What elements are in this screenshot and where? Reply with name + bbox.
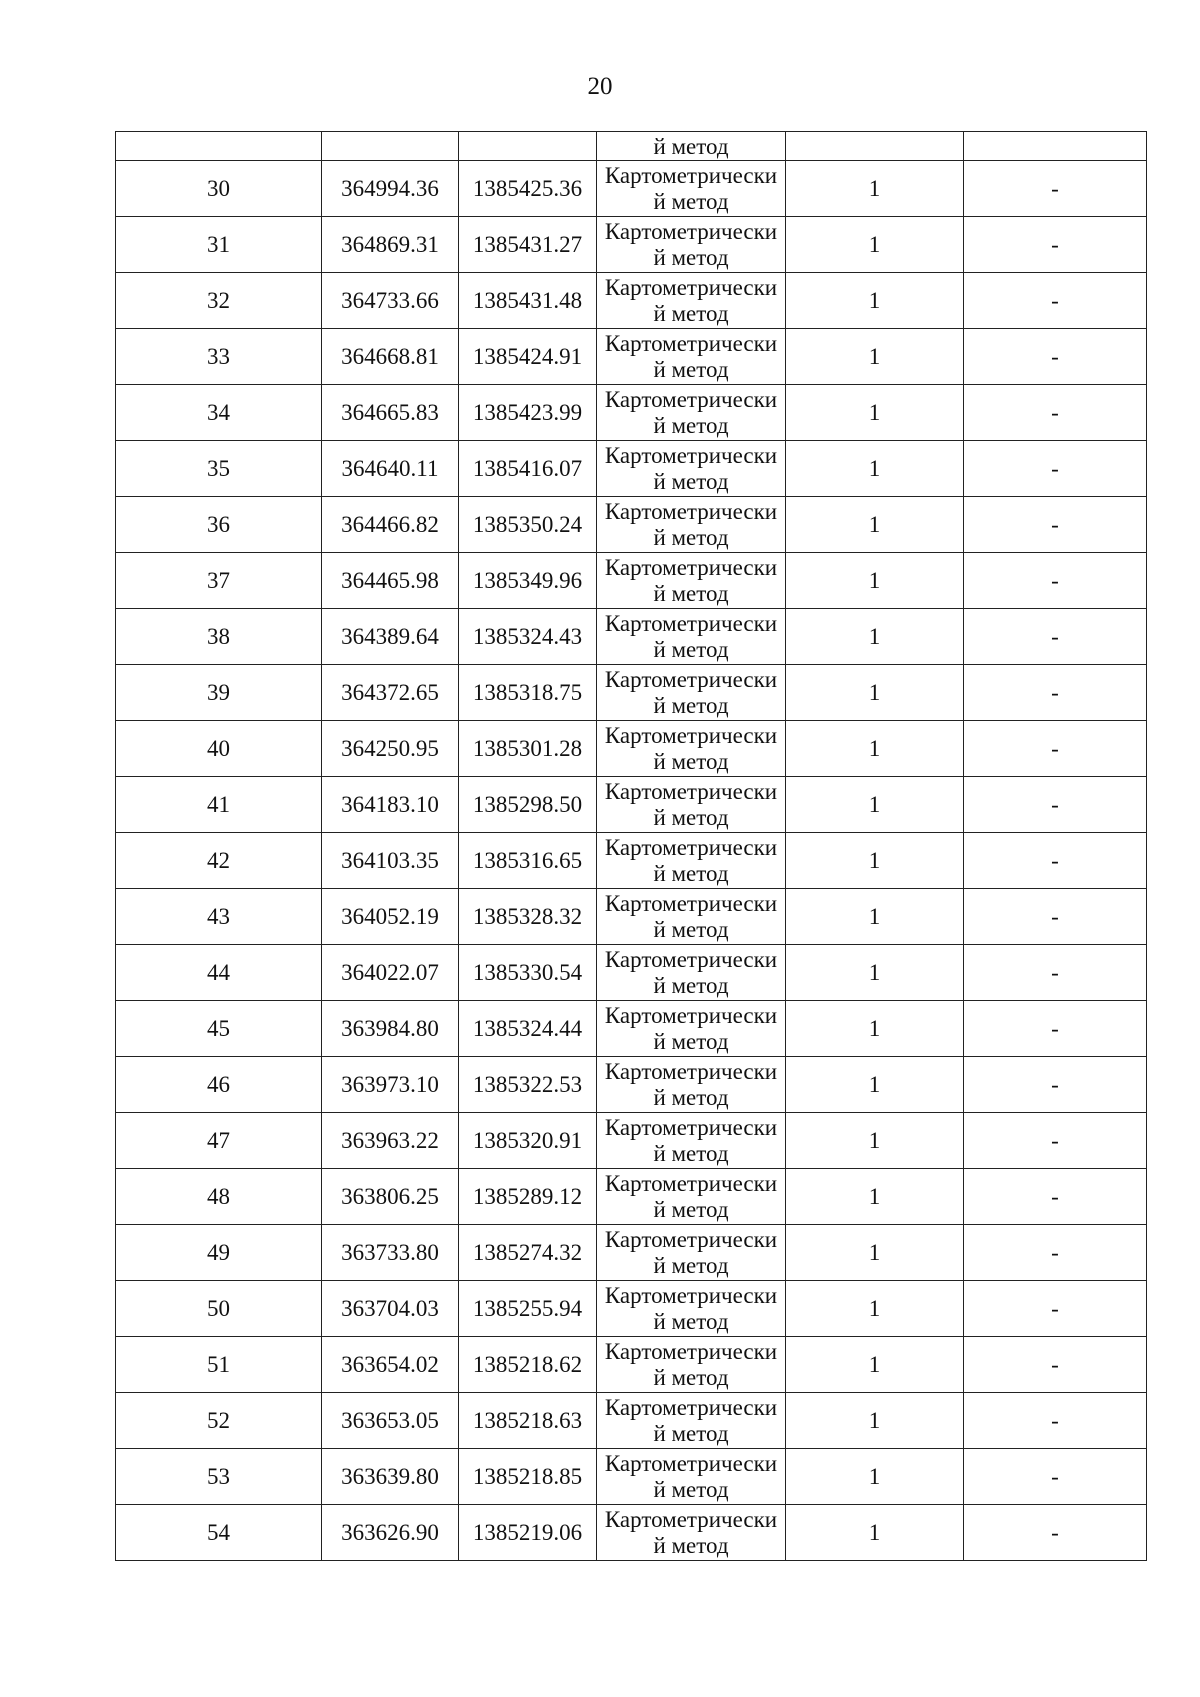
cell-y-coordinate: 1385218.85	[459, 1449, 597, 1505]
cell-point-number: 47	[116, 1113, 322, 1169]
cell-note: -	[964, 1505, 1147, 1561]
coordinates-table	[115, 131, 1147, 1561]
cell-note: -	[964, 1225, 1147, 1281]
cell-point-number: 41	[116, 777, 322, 833]
table-row	[116, 1281, 1147, 1337]
table-row	[116, 1057, 1147, 1113]
cell-method: Картометрически й метод	[597, 273, 786, 329]
cell-point-number: 35	[116, 441, 322, 497]
cell-y-coordinate: 1385431.27	[459, 217, 597, 273]
table-row	[116, 721, 1147, 777]
table-row	[116, 329, 1147, 385]
cell-method-tail: й метод	[597, 132, 786, 161]
table-row	[116, 161, 1147, 217]
cell-point-number: 32	[116, 273, 322, 329]
cell-accuracy: 1	[786, 1057, 964, 1113]
table-row	[116, 1225, 1147, 1281]
table-row	[116, 945, 1147, 1001]
cell-accuracy	[786, 132, 964, 161]
cell-accuracy: 1	[786, 441, 964, 497]
cell-accuracy: 1	[786, 721, 964, 777]
cell-method: Картометрически й метод	[597, 889, 786, 945]
cell-y-coordinate: 1385423.99	[459, 385, 597, 441]
table-row	[116, 273, 1147, 329]
table-row	[116, 1169, 1147, 1225]
cell-y-coordinate: 1385322.53	[459, 1057, 597, 1113]
cell-y-coordinate: 1385289.12	[459, 1169, 597, 1225]
cell-method: Картометрически й метод	[597, 385, 786, 441]
cell-accuracy: 1	[786, 1449, 964, 1505]
cell-y-coordinate: 1385324.43	[459, 609, 597, 665]
cell-note: -	[964, 1113, 1147, 1169]
cell-point-number: 38	[116, 609, 322, 665]
cell-x-coordinate: 363984.80	[322, 1001, 459, 1057]
cell-point-number: 52	[116, 1393, 322, 1449]
cell-method: Картометрически й метод	[597, 665, 786, 721]
cell-point-number: 43	[116, 889, 322, 945]
cell-y-coordinate: 1385301.28	[459, 721, 597, 777]
cell-note: -	[964, 833, 1147, 889]
cell-x-coordinate: 363963.22	[322, 1113, 459, 1169]
cell-x-coordinate: 364052.19	[322, 889, 459, 945]
cell-note: -	[964, 1001, 1147, 1057]
cell-y-coordinate: 1385349.96	[459, 553, 597, 609]
cell-x-coordinate: 363973.10	[322, 1057, 459, 1113]
cell-accuracy: 1	[786, 497, 964, 553]
cell-y-coordinate: 1385424.91	[459, 329, 597, 385]
cell-point-number: 46	[116, 1057, 322, 1113]
table-body	[116, 132, 1147, 1561]
cell-note: -	[964, 329, 1147, 385]
cell-note: -	[964, 553, 1147, 609]
cell-y-coordinate: 1385328.32	[459, 889, 597, 945]
cell-y-coordinate: 1385350.24	[459, 497, 597, 553]
cell-y-coordinate: 1385255.94	[459, 1281, 597, 1337]
cell-point-number: 36	[116, 497, 322, 553]
cell-method: Картометрически й метод	[597, 1001, 786, 1057]
cell-x-coordinate: 363654.02	[322, 1337, 459, 1393]
table-row	[116, 385, 1147, 441]
cell-y-coordinate: 1385330.54	[459, 945, 597, 1001]
cell-accuracy: 1	[786, 665, 964, 721]
cell-x	[322, 132, 459, 161]
cell-note: -	[964, 1281, 1147, 1337]
cell-method: Картометрически й метод	[597, 161, 786, 217]
cell-note: -	[964, 1393, 1147, 1449]
cell-method: Картометрически й метод	[597, 1505, 786, 1561]
cell-note: -	[964, 1449, 1147, 1505]
cell-accuracy: 1	[786, 273, 964, 329]
cell-y-coordinate: 1385431.48	[459, 273, 597, 329]
table-row	[116, 497, 1147, 553]
continuation-row	[116, 132, 1147, 161]
cell-accuracy: 1	[786, 553, 964, 609]
cell-num	[116, 132, 322, 161]
table-row	[116, 1393, 1147, 1449]
cell-point-number: 42	[116, 833, 322, 889]
table-row	[116, 833, 1147, 889]
cell-accuracy: 1	[786, 777, 964, 833]
cell-x-coordinate: 364466.82	[322, 497, 459, 553]
cell-note: -	[964, 497, 1147, 553]
cell-y-coordinate: 1385320.91	[459, 1113, 597, 1169]
table-row	[116, 665, 1147, 721]
cell-x-coordinate: 363639.80	[322, 1449, 459, 1505]
cell-point-number: 44	[116, 945, 322, 1001]
cell-x-coordinate: 364389.64	[322, 609, 459, 665]
cell-accuracy: 1	[786, 945, 964, 1001]
cell-x-coordinate: 363704.03	[322, 1281, 459, 1337]
cell-y-coordinate: 1385416.07	[459, 441, 597, 497]
cell-method: Картометрически й метод	[597, 497, 786, 553]
cell-point-number: 39	[116, 665, 322, 721]
cell-point-number: 49	[116, 1225, 322, 1281]
table-row	[116, 1505, 1147, 1561]
cell-x-coordinate: 364372.65	[322, 665, 459, 721]
cell-x-coordinate: 363653.05	[322, 1393, 459, 1449]
cell-accuracy: 1	[786, 1113, 964, 1169]
cell-x-coordinate: 363733.80	[322, 1225, 459, 1281]
cell-method: Картометрически й метод	[597, 553, 786, 609]
cell-x-coordinate: 364183.10	[322, 777, 459, 833]
cell-point-number: 54	[116, 1505, 322, 1561]
cell-x-coordinate: 364665.83	[322, 385, 459, 441]
cell-point-number: 50	[116, 1281, 322, 1337]
cell-x-coordinate: 364465.98	[322, 553, 459, 609]
cell-x-coordinate: 364733.66	[322, 273, 459, 329]
cell-point-number: 33	[116, 329, 322, 385]
cell-x-coordinate: 364869.31	[322, 217, 459, 273]
page-number: 20	[587, 73, 613, 100]
cell-note: -	[964, 721, 1147, 777]
table-row	[116, 1001, 1147, 1057]
cell-accuracy: 1	[786, 385, 964, 441]
cell-accuracy: 1	[786, 329, 964, 385]
cell-point-number: 31	[116, 217, 322, 273]
cell-note	[964, 132, 1147, 161]
cell-accuracy: 1	[786, 161, 964, 217]
cell-method: Картометрически й метод	[597, 1337, 786, 1393]
cell-y-coordinate: 1385298.50	[459, 777, 597, 833]
cell-method: Картометрически й метод	[597, 1449, 786, 1505]
cell-method: Картометрически й метод	[597, 833, 786, 889]
cell-y-coordinate: 1385219.06	[459, 1505, 597, 1561]
cell-y-coordinate: 1385316.65	[459, 833, 597, 889]
cell-y-coordinate: 1385274.32	[459, 1225, 597, 1281]
cell-x-coordinate: 363626.90	[322, 1505, 459, 1561]
cell-x-coordinate: 364022.07	[322, 945, 459, 1001]
cell-accuracy: 1	[786, 833, 964, 889]
cell-accuracy: 1	[786, 1505, 964, 1561]
table-row	[116, 553, 1147, 609]
cell-method: Картометрически й метод	[597, 1225, 786, 1281]
cell-y	[459, 132, 597, 161]
cell-point-number: 34	[116, 385, 322, 441]
table-row	[116, 609, 1147, 665]
cell-accuracy: 1	[786, 1281, 964, 1337]
cell-point-number: 45	[116, 1001, 322, 1057]
cell-note: -	[964, 273, 1147, 329]
cell-note: -	[964, 1337, 1147, 1393]
cell-point-number: 51	[116, 1337, 322, 1393]
cell-note: -	[964, 889, 1147, 945]
cell-note: -	[964, 385, 1147, 441]
cell-method: Картометрически й метод	[597, 217, 786, 273]
cell-accuracy: 1	[786, 1337, 964, 1393]
cell-note: -	[964, 161, 1147, 217]
cell-x-coordinate: 364994.36	[322, 161, 459, 217]
cell-point-number: 53	[116, 1449, 322, 1505]
table-row	[116, 217, 1147, 273]
cell-method: Картометрически й метод	[597, 1113, 786, 1169]
cell-x-coordinate: 363806.25	[322, 1169, 459, 1225]
cell-point-number: 30	[116, 161, 322, 217]
cell-note: -	[964, 777, 1147, 833]
cell-point-number: 40	[116, 721, 322, 777]
table-row	[116, 1449, 1147, 1505]
cell-method: Картометрически й метод	[597, 1393, 786, 1449]
table-row	[116, 777, 1147, 833]
table-row	[116, 441, 1147, 497]
cell-accuracy: 1	[786, 1169, 964, 1225]
cell-y-coordinate: 1385425.36	[459, 161, 597, 217]
cell-x-coordinate: 364668.81	[322, 329, 459, 385]
cell-accuracy: 1	[786, 889, 964, 945]
table-row	[116, 1113, 1147, 1169]
table-row	[116, 889, 1147, 945]
cell-x-coordinate: 364103.35	[322, 833, 459, 889]
cell-method: Картометрически й метод	[597, 441, 786, 497]
cell-point-number: 37	[116, 553, 322, 609]
cell-note: -	[964, 1057, 1147, 1113]
cell-method: Картометрически й метод	[597, 945, 786, 1001]
cell-method: Картометрически й метод	[597, 1057, 786, 1113]
cell-note: -	[964, 945, 1147, 1001]
cell-note: -	[964, 665, 1147, 721]
cell-note: -	[964, 217, 1147, 273]
cell-x-coordinate: 364640.11	[322, 441, 459, 497]
cell-accuracy: 1	[786, 1393, 964, 1449]
cell-note: -	[964, 441, 1147, 497]
cell-point-number: 48	[116, 1169, 322, 1225]
cell-method: Картометрически й метод	[597, 1169, 786, 1225]
cell-accuracy: 1	[786, 1001, 964, 1057]
cell-accuracy: 1	[786, 217, 964, 273]
cell-method: Картометрически й метод	[597, 609, 786, 665]
cell-y-coordinate: 1385318.75	[459, 665, 597, 721]
cell-y-coordinate: 1385218.62	[459, 1337, 597, 1393]
cell-method: Картометрически й метод	[597, 329, 786, 385]
cell-x-coordinate: 364250.95	[322, 721, 459, 777]
cell-method: Картометрически й метод	[597, 777, 786, 833]
cell-method: Картометрически й метод	[597, 1281, 786, 1337]
cell-method: Картометрически й метод	[597, 721, 786, 777]
cell-accuracy: 1	[786, 1225, 964, 1281]
cell-y-coordinate: 1385324.44	[459, 1001, 597, 1057]
cell-note: -	[964, 609, 1147, 665]
cell-y-coordinate: 1385218.63	[459, 1393, 597, 1449]
cell-note: -	[964, 1169, 1147, 1225]
table-row	[116, 1337, 1147, 1393]
cell-accuracy: 1	[786, 609, 964, 665]
